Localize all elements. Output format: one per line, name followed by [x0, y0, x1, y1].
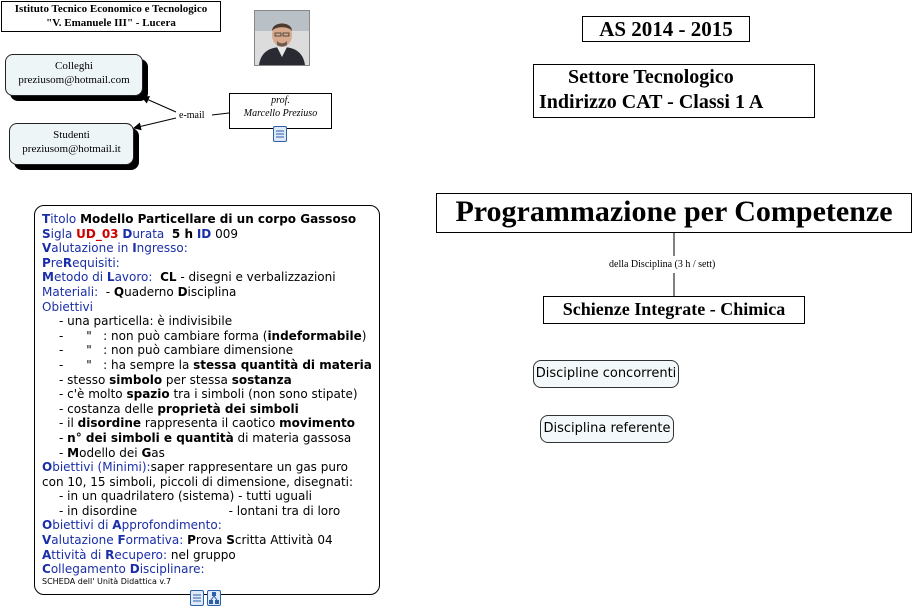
submap-icon[interactable] [207, 590, 221, 606]
settore-box [533, 64, 815, 118]
obiettivo-item: - costanza delle proprietà dei simboli [59, 401, 299, 416]
scheda-footer: SCHEDA dell' Unità Didattica v.7 [42, 576, 172, 586]
metodo-row: Metodo di Lavoro: CL - disegni e verbalizzazioni [42, 270, 336, 285]
obiettivi-minimi-line-2: con 10, 15 simboli, piccoli di dimensione, disegnati: [42, 474, 354, 489]
obiettivi-minimi-line-3: - in un quadrilatero (sistema) - tutti uguali [59, 489, 312, 504]
valutazione-formativa-row: Valutazione Formativa: Prova Scritta Attività 04 [42, 533, 333, 548]
main-title: Programmazione per Competenze [436, 193, 912, 233]
teacher-photo [254, 10, 310, 66]
obiettivo-item: - " : ha sempre la stessa quantità di materia [59, 357, 372, 372]
obiettivo-item: - una particella: è indivisibile [59, 314, 233, 329]
settore-line-2: Indirizzo CAT - Classi 1 A [539, 91, 764, 113]
obiettivo-item: - " : non può cambiare dimensione [59, 343, 294, 358]
teacher-title: prof. [271, 95, 290, 106]
obiettivi-label: Obiettivi [42, 299, 93, 314]
scheda-unita-didattica[interactable] [34, 205, 380, 595]
school-year-box: AS 2014 - 2015 [582, 16, 750, 42]
note-icon[interactable] [273, 126, 287, 142]
teacher-name: Marcello Preziuso [243, 108, 318, 119]
obiettivi-minimi-line-4: - in disordine - lontani tra di loro [59, 503, 341, 518]
teacher-node[interactable] [229, 93, 332, 129]
school-header [1, 1, 221, 32]
obiettivo-item: - il disordine rappresenta il caotico movimento [59, 416, 355, 431]
note-icon[interactable] [190, 590, 204, 606]
sigla-row: Sigla UD_03 Durata 5 h ID 009 [42, 226, 238, 241]
obiettivo-item: - " : non può cambiare forma (indeformabile) [59, 328, 367, 343]
materiali-row: Materiali: - Quaderno Disciplina [42, 284, 237, 299]
school-line-1: Istituto Tecnico Economico e Tecnologico [14, 3, 208, 15]
disciplina-referente-node[interactable]: Disciplina referente [540, 415, 674, 443]
colleghi-node[interactable] [5, 54, 143, 96]
email-link-label: e-mail [179, 110, 205, 121]
discipline-concorrenti-node[interactable]: Discipline concorrenti [533, 360, 679, 388]
prerequisiti-row: PreRequisiti: [42, 255, 120, 270]
settore-line-1: Settore Tecnologico [568, 66, 734, 88]
collegamento-row: Collegamento Disciplinare: [42, 562, 205, 577]
studenti-node[interactable] [9, 123, 134, 165]
titolo-row: Titolo Modello Particellare di un corpo Gassoso [42, 212, 357, 226]
studenti-email[interactable]: preziusom@hotmail.it [22, 143, 121, 155]
recupero-row: Attività di Recupero: nel gruppo [42, 547, 236, 562]
discipline-link-label: della Disciplina (3 h / sett) [609, 259, 716, 270]
obiettivo-item: - n° dei simboli e quantità di materia gassosa [59, 430, 352, 445]
approfondimento-row: Obiettivi di Approfondimento: [42, 518, 222, 533]
valutazione-ingresso-row: Valutazione in Ingresso: [42, 241, 188, 256]
colleghi-email[interactable]: preziusom@hotmail.com [18, 74, 130, 86]
discipline-box[interactable]: Schienze Integrate - Chimica [543, 296, 805, 324]
colleghi-label: Colleghi [55, 60, 93, 72]
school-line-2: "V. Emanuele III" - Lucera [46, 17, 176, 29]
obiettivo-item: - stesso simbolo per stessa sostanza [59, 372, 292, 387]
obiettivo-item: - Modello dei Gas [59, 445, 165, 460]
obiettivi-minimi-row: Obiettivi (Minimi):saper rappresentare un gas puro [42, 460, 348, 475]
obiettivo-item: - c'è molto spazio tra i simboli (non sono stipate) [59, 387, 358, 402]
studenti-label: Studenti [53, 129, 90, 141]
